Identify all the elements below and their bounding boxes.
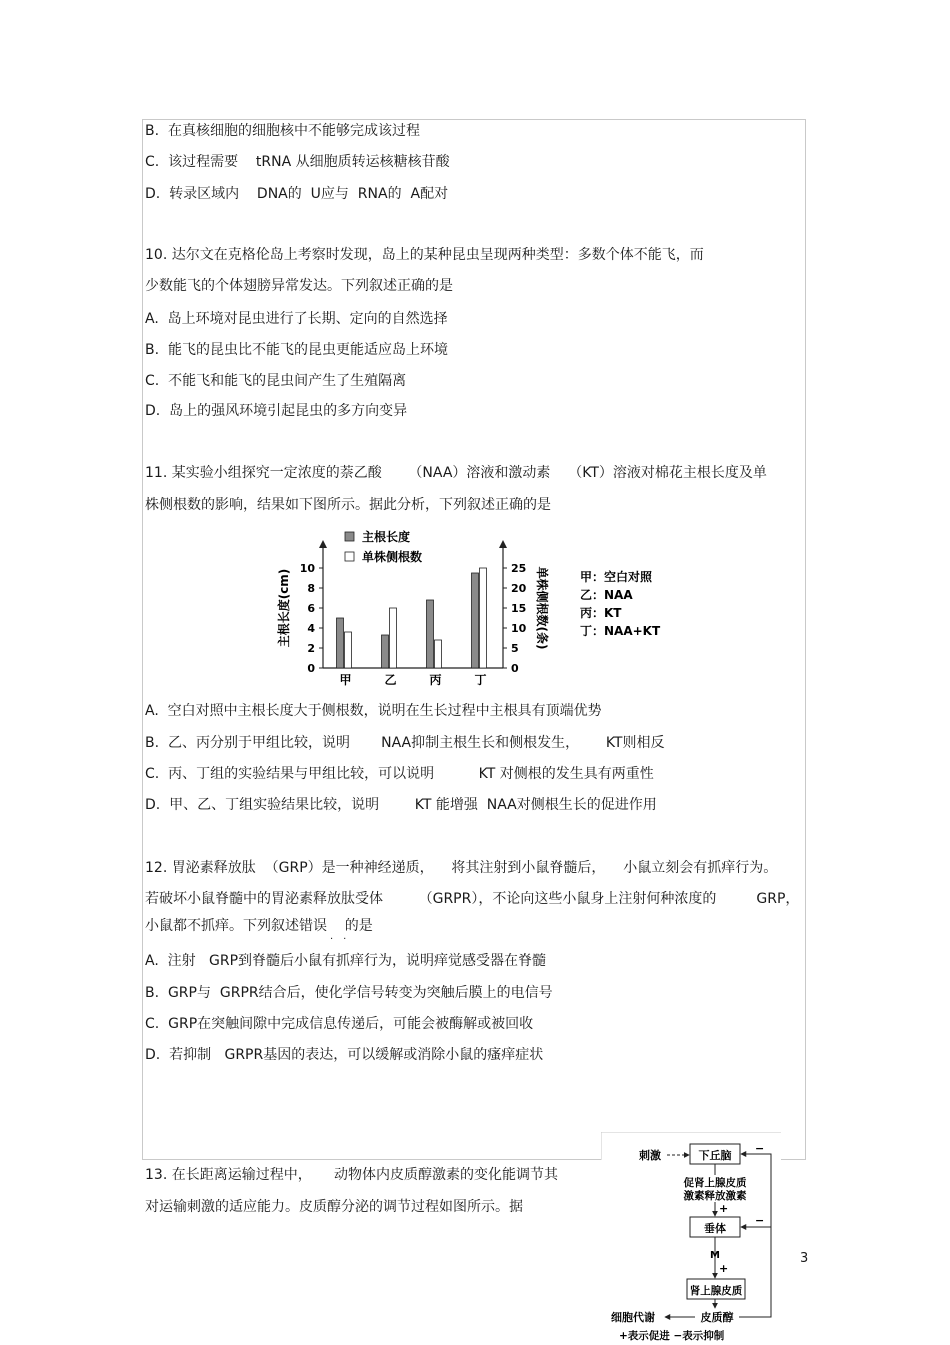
right-tick-label: 0 [511,662,519,675]
q9-option-d: D. 转录区域内 DNA的 U应与 RNA的 A配对 [145,186,449,202]
q11-option-c: C. 丙、丁组的实验结果与甲组比较，可以说明 KT 对侧根的发生具有两重性 [145,766,654,782]
category-label: 丙 [429,673,442,687]
q10-option-b: B. 能飞的昆虫比不能飞的昆虫更能适应岛上环境 [145,342,448,358]
q10-option-d: D. 岛上的强风环境引起昆虫的多方向变异 [145,403,408,419]
bar-lateral-root-count [345,632,352,668]
left-axis-label: 主根长度(cm) [277,568,291,648]
q11-stem-line2: 株侧根数的影响，结果如下图所示。据此分析，下列叙述正确的是 [145,497,551,513]
right-tick-label: 5 [511,642,519,655]
left-tick-label: 0 [307,662,315,675]
emphasis-dots: .. [330,931,357,942]
left-tick-label: 10 [299,562,315,575]
bar-lateral-root-count [390,608,397,668]
q12-stem-line3: 小鼠都不抓痒。下列叙述错误 的是 [145,918,373,934]
q9-option-c: C. 该过程需要 tRNA 从细胞质转运核糖核苷酸 [145,154,450,170]
plus-2: + [719,1262,729,1275]
q11-option-a: A. 空白对照中主根长度大于侧根数，说明在生长过程中主根具有顶端优势 [145,703,602,719]
left-tick-label: 2 [307,642,315,655]
q13-stem-line1: 13. 在长距离运输过程中， 动物体内皮质醇激素的变化能调节其 [145,1167,558,1183]
page-number: 3 [800,1251,809,1266]
crh-label-1: 促肾上腺皮质 [683,1177,747,1189]
q12-stem-line2: 若破坏小鼠脊髓中的胃泌素释放肽受体 （GRPR），不论向这些小鼠身上注射何种浓度的 GRP， [145,891,800,907]
q12-option-c: C. GRP在突触间隙中完成信息传递后，可能会被酶解或被回收 [145,1016,534,1032]
left-tick-label: 8 [307,582,315,595]
cortisol-label: 皮质醇 [700,1311,734,1324]
crh-label-2: 激素释放激素 [683,1190,747,1202]
q9-option-b: B. 在真核细胞的细胞核中不能够完成该过程 [145,123,420,139]
q11-option-d: D. 甲、乙、丁组实验结果比较，说明 KT 能增强 NAA对侧根生长的促进作用 [145,797,657,813]
group-key-3: 丙：KT [580,606,622,620]
diagram-key: +表示促进 −表示抑制 [619,1330,725,1342]
category-label: 甲 [339,673,352,687]
left-tick-label: 6 [307,602,315,615]
group-key-4: 丁：NAA+KT [580,624,661,638]
bar-main-root-length [472,573,479,668]
legend-swatch-filled [345,532,354,541]
minus-2: − [755,1214,765,1227]
bar-lateral-root-count [480,568,487,668]
q11-option-b: B. 乙、丙分别于甲组比较，说明 NAA抑制主根生长和侧根发生， KT则相反 [145,735,665,751]
right-tick-label: 15 [511,602,527,615]
q10-option-c: C. 不能飞和能飞的昆虫间产生了生殖隔离 [145,373,407,389]
q12-option-b: B. GRP与 GRPR结合后，使化学信号转变为突触后膜上的电信号 [145,985,553,1001]
q13-stem-line2: 对运输刺激的适应能力。皮质醇分泌的调节过程如图所示。据 [145,1199,523,1215]
category-label: 丁 [474,673,487,687]
bar-main-root-length [427,600,434,668]
q12-stem-line1: 12. 胃泌素释放肽 （GRP）是一种神经递质， 将其注射到小鼠脊髓后， 小鼠立刻会有抓痒行为。 [145,860,778,876]
minus-1: − [755,1142,765,1155]
adrenal-label: 肾上腺皮质 [689,1285,743,1297]
bar-main-root-length [382,635,389,668]
legend-swatch-open [345,552,354,561]
q10-stem-line1: 10. 达尔文在克格伦岛上考察时发现，岛上的某种昆虫呈现两种类型：多数个体不能飞，而 [145,247,704,263]
q10-stem-line2: 少数能飞的个体翅膀异常发达。下列叙述正确的是 [145,278,453,294]
right-tick-label: 10 [511,622,527,635]
cortisol-regulation-diagram [601,1132,781,1345]
q10-option-a: A. 岛上环境对昆虫进行了长期、定向的自然选择 [145,311,448,327]
q12-option-d: D. 若抑制 GRPR基因的表达，可以缓解或消除小鼠的瘙痒症状 [145,1047,544,1063]
legend-series-1: 主根长度 [362,530,411,544]
left-tick-label: 4 [307,622,315,635]
category-label: 乙 [384,673,397,687]
pituitary-label: 垂体 [704,1222,726,1235]
q12-option-a: A. 注射 GRP到脊髓后小鼠有抓痒行为，说明痒觉感受器在脊髓 [145,953,547,969]
right-tick-label: 25 [511,562,527,575]
root-length-bar-chart [270,528,680,698]
m-label: M [710,1250,720,1261]
legend-series-2: 单株侧根数 [362,550,423,564]
bar-lateral-root-count [435,640,442,668]
bar-main-root-length [337,618,344,668]
group-key-1: 甲：空白对照 [580,570,653,584]
hypothalamus-label: 下丘脑 [698,1149,732,1162]
metabolism-label: 细胞代谢 [611,1311,655,1324]
plus-1: + [719,1202,729,1215]
left-axis-arrow [319,540,327,548]
group-key-2: 乙：NAA [580,588,633,602]
right-axis-label: 单株侧根数(条) [535,566,549,650]
stimulus-label: 刺激 [639,1149,661,1162]
q11-stem-line1: 11. 某实验小组探究一定浓度的萘乙酸 （NAA）溶液和激动素 （KT）溶液对棉花主根长度及单 [145,465,767,481]
right-tick-label: 20 [511,582,527,595]
right-axis-arrow [499,540,507,548]
